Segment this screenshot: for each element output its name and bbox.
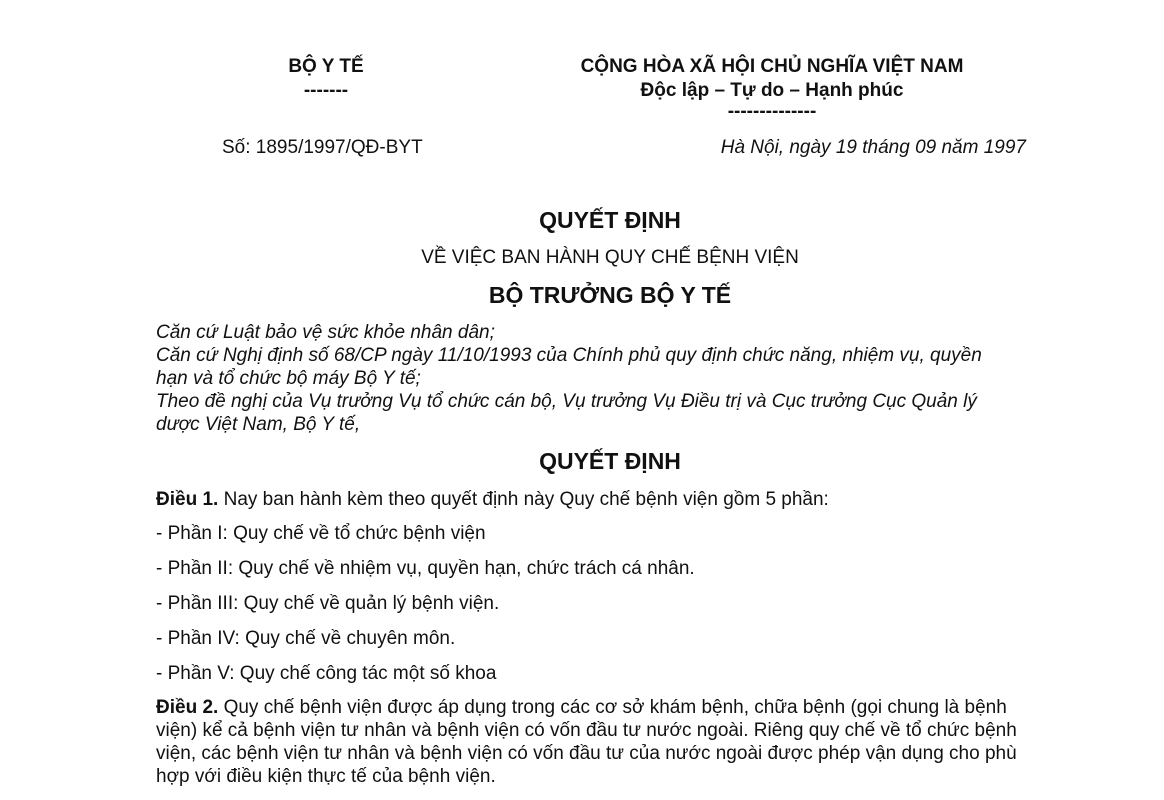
article-2-line: viện, các bệnh viện tư nhân và bệnh viện có vốn đầu tư của nước ngoài được phép vận dụng cho phù <box>156 743 1017 764</box>
agency-name: BỘ Y TẾ <box>288 56 364 77</box>
preamble-line: dược Việt Nam, Bộ Y tế, <box>156 414 361 435</box>
article-2 <box>156 696 1076 719</box>
preamble <box>156 321 1036 436</box>
issuing-authority: BỘ TRƯỞNG BỘ Y TẾ <box>488 282 732 308</box>
decision-body <box>156 488 1076 788</box>
article-2-label: Điều 2. <box>156 697 219 718</box>
preamble-line: Theo đề nghị của Vụ trưởng Vụ tổ chức cán bộ, Vụ trưởng Vụ Điều trị và Cục trưởng Cục Quản lý <box>156 391 977 412</box>
document-number: Số: 1895/1997/QĐ-BYT <box>222 137 423 158</box>
article-1-text: Nay ban hành kèm theo quyết định này Quy chế bệnh viện gồm 5 phần: <box>218 489 829 510</box>
article-2-line: Quy chế bệnh viện được áp dụng trong các cơ sở khám bệnh, chữa bệnh (gọi chung là bệnh <box>218 697 1007 718</box>
preamble-line: Căn cứ Luật bảo vệ sức khỏe nhân dân; <box>156 322 495 343</box>
nation-name: CỘNG HÒA XÃ HỘI CHỦ NGHĨA VIỆT NAM <box>580 56 964 77</box>
preamble-line: hạn và tổ chức bộ máy Bộ Y tế; <box>156 368 421 389</box>
agency-rule: ------- <box>303 80 349 101</box>
preamble-line: Căn cứ Nghị định số 68/CP ngày 11/10/1993 của Chính phủ quy định chức năng, nhiệm vụ, quyền <box>156 345 982 366</box>
article-1-label: Điều 1. <box>156 489 219 510</box>
nation-motto: Độc lập – Tự do – Hạnh phúc <box>640 80 904 101</box>
article-1-part: - Phần I: Quy chế về tổ chức bệnh viện <box>156 523 486 544</box>
article-1-part: - Phần V: Quy chế công tác một số khoa <box>156 663 497 684</box>
nation-header <box>560 55 984 121</box>
article-1 <box>156 488 1076 512</box>
article-1-part: - Phần IV: Quy chế về chuyên môn. <box>156 628 456 649</box>
document-title: QUYẾT ĐỊNH <box>539 207 681 233</box>
decision-heading: QUYẾT ĐỊNH <box>539 448 681 474</box>
agency-header <box>220 55 432 103</box>
document-date: Hà Nội, ngày 19 tháng 09 năm 1997 <box>720 137 1026 158</box>
article-1-part: - Phần II: Quy chế về nhiệm vụ, quyền hạn, chức trách cá nhân. <box>156 558 695 579</box>
article-2-line: viện) kể cả bệnh viện tư nhân và bệnh viện có vốn đầu tư nước ngoài. Riêng quy chế về tổ chức bệnh <box>156 720 1017 741</box>
document-subject: VỀ VIỆC BAN HÀNH QUY CHẾ BỆNH VIỆN <box>421 247 799 268</box>
article-1-part: - Phần III: Quy chế về quản lý bệnh viện. <box>156 593 500 614</box>
motto-rule: -------------- <box>727 101 817 122</box>
article-2-line: hợp với điều kiện thực tế của bệnh viện. <box>156 766 496 787</box>
